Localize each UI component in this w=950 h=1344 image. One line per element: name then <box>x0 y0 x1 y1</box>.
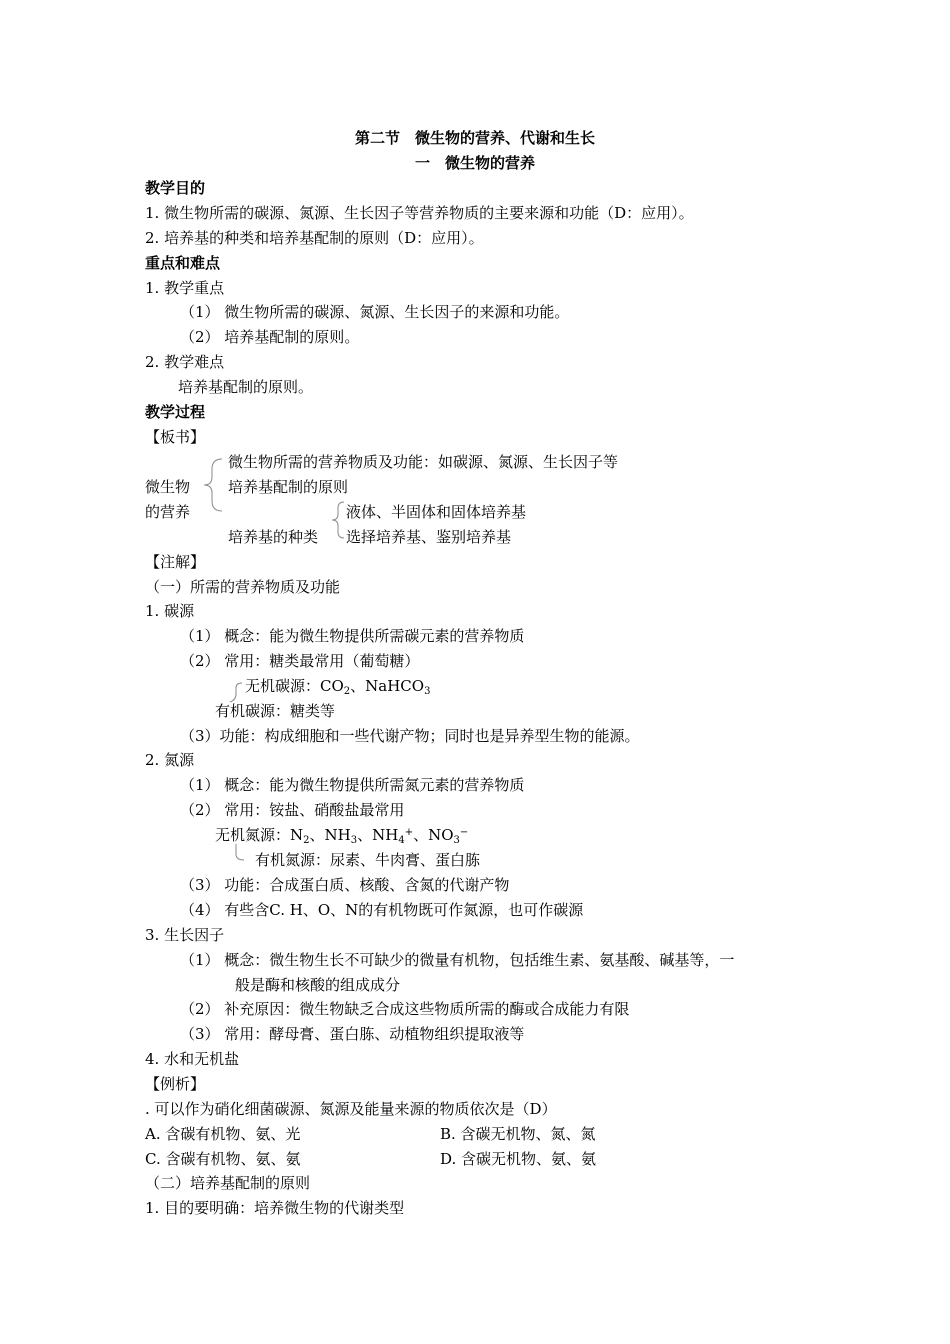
process-heading: 教学过程 <box>145 403 206 421</box>
water-salt: 4. 水和无机盐 <box>145 1050 240 1068</box>
option-b: B. 含碳无机物、氮、氮 <box>440 1125 596 1143</box>
board-main-brace <box>198 455 228 515</box>
board-sub-2: 选择培养基、鉴别培养基 <box>346 528 512 546</box>
board-branch-2: 培养基配制的原则 <box>228 478 349 496</box>
option-d: D. 含碳无机物、氨、氨 <box>440 1150 597 1168</box>
growth-factor-title: 3. 生长因子 <box>145 926 225 944</box>
page-subtitle: 一 微生物的营养 <box>414 154 535 172</box>
option-c: C. 含碳有机物、氨、氨 <box>145 1150 301 1168</box>
option-a: A. 含碳有机物、氨、光 <box>145 1125 301 1143</box>
nitrogen-title: 2. 氮源 <box>145 751 195 769</box>
section-2-item-1: 1. 目的要明确：培养微生物的代谢类型 <box>145 1199 405 1217</box>
objective-item-1: 1. 微生物所需的碳源、氮源、生长因子等营养物质的主要来源和功能（D：应用）。 <box>145 204 694 222</box>
growth-factor-concept-2: 般是酶和核酸的组成成分 <box>235 976 401 994</box>
nitrogen-organic: 有机氮源：尿素、牛肉膏、蛋白胨 <box>255 851 481 869</box>
nitrogen-brace <box>228 842 252 866</box>
focus-label: 1. 教学重点 <box>145 279 225 297</box>
carbon-common: （2） 常用：糖类最常用（葡萄糖） <box>180 652 420 670</box>
example-question: . 可以作为硝化细菌碳源、氮源及能量来源的物质依次是（D） <box>145 1100 557 1118</box>
carbon-organic: 有机碳源：糖类等 <box>215 702 336 720</box>
board-branch-3: 培养基的种类 <box>228 528 319 546</box>
board-branch-1: 微生物所需的营养物质及功能：如碳源、氮源、生长因子等 <box>228 453 619 471</box>
carbon-title: 1. 碳源 <box>145 602 195 620</box>
board-sub-1: 液体、半固体和固体培养基 <box>346 503 527 521</box>
notes-section-1: （一）所需的营养物质及功能 <box>145 578 341 596</box>
carbon-function: （3）功能：构成细胞和一些代谢产物；同时也是异养型生物的能源。 <box>180 727 640 745</box>
nitrogen-note: （4） 有些含C. H、O、N的有机物既可作氮源，也可作碳源 <box>180 901 584 919</box>
difficulty-text: 培养基配制的原则。 <box>178 378 314 396</box>
section-2-title: （二）培养基配制的原则 <box>145 1174 311 1192</box>
focus-item-2: （2） 培养基配制的原则。 <box>180 328 360 346</box>
board-label: 【板书】 <box>145 428 206 446</box>
carbon-concept: （1） 概念：能为微生物提供所需碳元素的营养物质 <box>180 627 525 645</box>
board-root-line1: 微生物 <box>145 478 191 496</box>
difficulty-label: 2. 教学难点 <box>145 353 225 371</box>
nitrogen-function: （3） 功能：合成蛋白质、核酸、含氮的代谢产物 <box>180 876 510 894</box>
notes-label: 【注解】 <box>145 553 206 571</box>
objective-item-2: 2. 培养基的种类和培养基配制的原则（D：应用）。 <box>145 229 484 247</box>
focus-item-1: （1） 微生物所需的碳源、氮源、生长因子的来源和功能。 <box>180 303 570 321</box>
nitrogen-inorganic: 无机氮源：$N_2$、$NH_3$、$NH_4^+$、$NO_3^-$ <box>215 826 469 846</box>
key-points-heading: 重点和难点 <box>145 254 221 272</box>
growth-factor-concept-1: （1） 概念：微生物生长不可缺少的微量有机物，包括维生素、氨基酸、碱基等，一 <box>180 951 735 969</box>
growth-factor-common: （3） 常用：酵母膏、蛋白胨、动植物组织提取液等 <box>180 1025 525 1043</box>
board-root-line2: 的营养 <box>145 503 191 521</box>
objectives-heading: 教学目的 <box>145 179 206 197</box>
nitrogen-common: （2） 常用：铵盐、硝酸盐最常用 <box>180 801 405 819</box>
page-title: 第二节 微生物的营养、代谢和生长 <box>354 129 595 147</box>
example-label: 【例析】 <box>145 1075 206 1093</box>
nitrogen-concept: （1） 概念：能为微生物提供所需氮元素的营养物质 <box>180 776 525 794</box>
carbon-inorganic: 无机碳源：$CO_2$、NaHCO$_3$ <box>245 677 431 697</box>
growth-factor-reason: （2） 补充原因：微生物缺乏合成这些物质所需的酶或合成能力有限 <box>180 1000 630 1018</box>
